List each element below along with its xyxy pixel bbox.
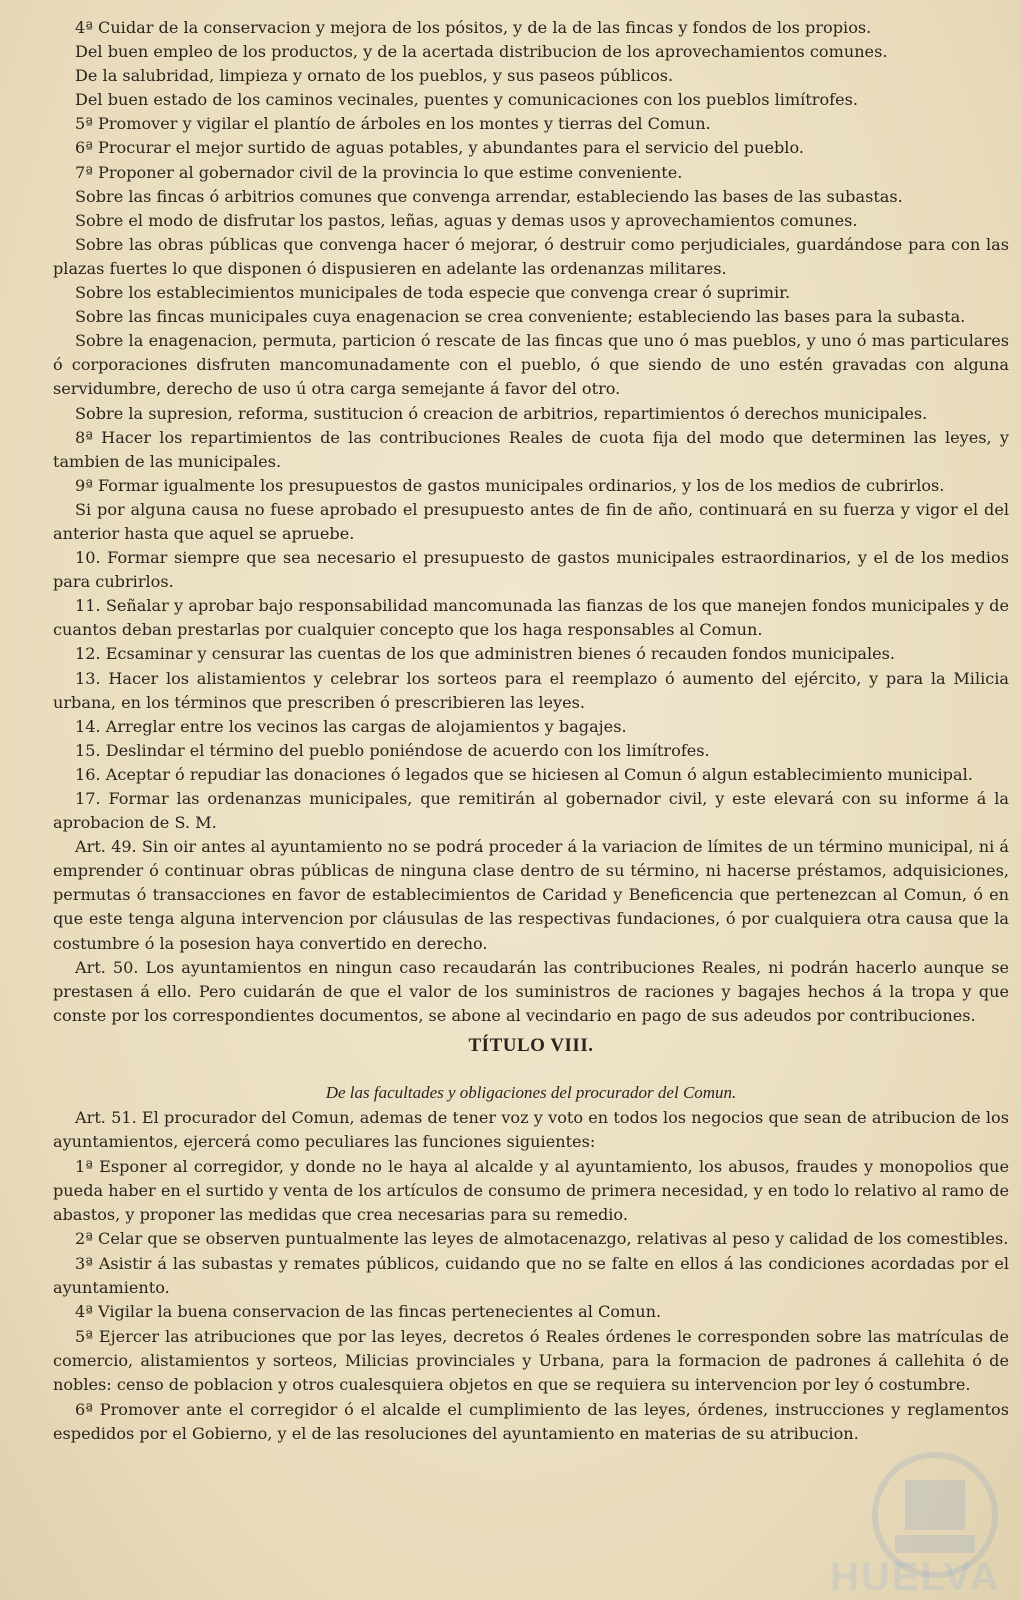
paragraph: 17. Formar las ordenanzas municipales, que remitirán al gobernador civil, y este elevará con su informe á la aprobacion de S. M. xyxy=(53,789,1009,833)
paragraph: 13. Hacer los alistamientos y celebrar los sorteos para el reemplazo ó aumento del ejército, y para la Milicia urbana, en los términos que prescriben ó prescribieren las leyes. xyxy=(53,668,1009,712)
paragraph: De la salubridad, limpieza y ornato de los pueblos, y sus paseos públicos. xyxy=(75,66,674,86)
paragraph: 5ª Ejercer las atribuciones que por las leyes, decretos ó Reales órdenes le corresponden sobre las matrículas de comercio, alistamientos y sorteos, Milicias provinciales y Urbana, para la formacion de padrones á callehita ó de nobles: censo de poblacion y otros cualesquiera objetos en que se requiera su intervencion por ley ó costumbre. xyxy=(53,1326,1009,1395)
paragraph: 8ª Hacer los repartimientos de las contribuciones Reales de cuota fija del modo que determinen las leyes, y tambien de las municipales. xyxy=(53,427,1009,471)
paragraph: 14. Arreglar entre los vecinos las cargas de alojamientos y bagajes. xyxy=(75,716,627,736)
paragraph: Sobre la supresion, reforma, sustitucion ó creacion de arbitrios, repartimientos ó derechos municipales. xyxy=(75,403,928,423)
paragraph: 9ª Formar igualmente los presupuestos de gastos municipales ordinarios, y los de los medios de cubrirlos. xyxy=(75,475,945,495)
paragraph: 5ª Promover y vigilar el plantío de árboles en los montes y tierras del Comun. xyxy=(75,114,711,134)
section-subtitle: De las facultades y obligaciones del procurador del Comun. xyxy=(325,1082,737,1102)
watermark-text: HUELVA xyxy=(830,1555,1001,1599)
paragraph: Art. 51. El procurador del Comun, ademas de tener voz y voto en todos los negocios que sean de atribucion de los ayuntamientos, ejercerá como peculiares las funciones siguientes: xyxy=(53,1107,1009,1152)
paragraph: Sobre las obras públicas que convenga hacer ó mejorar, ó destruir como perjudiciales, guardándose para con las plazas fuertes lo que disponen ó dispusieren en adelante las ordenanzas militares. xyxy=(53,234,1009,278)
paragraph: Sobre las fincas ó arbitrios comunes que convenga arrendar, estableciendo las bases de las subastas. xyxy=(75,186,903,206)
paragraph: Sobre los establecimientos municipales de toda especie que convenga crear ó suprimir. xyxy=(75,283,791,303)
body-text-top xyxy=(53,16,1009,1028)
paragraph: 12. Ecsaminar y censurar las cuentas de los que administren bienes ó recauden fondos municipales. xyxy=(75,644,896,664)
paragraph: 16. Aceptar ó repudiar las donaciones ó legados que se hiciesen al Comun ó algun establecimiento municipal. xyxy=(75,764,973,784)
paragraph: 15. Deslindar el término del pueblo poniéndose de acuerdo con los limítrofes. xyxy=(75,740,710,760)
paragraph: 4ª Vigilar la buena conservacion de las fincas pertenecientes al Comun. xyxy=(75,1302,662,1322)
paragraph: Del buen empleo de los productos, y de la acertada distribucion de los aprovechamientos comunes. xyxy=(75,42,888,62)
paragraph: 3ª Asistir á las subastas y remates públicos, cuidando que no se falte en ellos á las condiciones acordadas por el ayuntamiento. xyxy=(53,1253,1009,1298)
paragraph: 2ª Celar que se observen puntualmente las leyes de almotacenazgo, relativas al peso y calidad de los comestibles. xyxy=(75,1229,1009,1249)
paragraph: Del buen estado de los caminos vecinales, puentes y comunicaciones con los pueblos limítrofes. xyxy=(75,90,859,110)
paragraph: Sobre las fincas municipales cuya enagenacion se crea conveniente; estableciendo las bases para la subasta. xyxy=(75,307,966,327)
paragraph: Art. 49. Sin oir antes al ayuntamiento no se podrá proceder á la variacion de límites de un término municipal, ni á emprender ó continuar obras públicas de ninguna clase dentro de su término, ni hacerse préstamos, adquisiciones, permutas ó transacciones en favor de establecimientos de Caridad y Beneficencia que pertenezcan al Comun, ó en que este tenga alguna intervencion por cláusulas de las respectivas fundaciones, ó por cualquiera otra causa que la costumbre ó la posesion haya convertido en derecho. xyxy=(53,837,1009,953)
paragraph: Sobre la enagenacion, permuta, particion ó rescate de las fincas que uno ó mas pueblos, y uno ó mas particulares ó corporaciones disfruten mancomunadamente con el pueblo, ó que siendo de uno estén gravadas con alguna servidumbre, derecho de uso ú otra carga semejante á favor del otro. xyxy=(53,331,1009,399)
paragraph: Art. 50. Los ayuntamientos en ningun caso recaudarán las contribuciones Reales, ni podrán hacerlo aunque se prestasen á ello. Pero cuidarán de que el valor de los suministros de raciones y bagajes hechos á la tropa y que conste por los correspondientes documentos, se abone al vecindario en pago de sus adeudos por contribuciones. xyxy=(53,957,1009,1025)
body-text-bottom xyxy=(53,1106,1009,1446)
paragraph: 10. Formar siempre que sea necesario el presupuesto de gastos municipales estraordinarios, y el de los medios para cubrirlos. xyxy=(53,548,1009,592)
paragraph: 1ª Esponer al corregidor, y donde no le haya al alcalde y al ayuntamiento, los abusos, fraudes y monopolios que pueda haber en el surtido y venta de los artículos de consumo de primera necesidad, y en todo lo relativo al ramo de abastos, y proponer las medidas que crea necesarias para su remedio. xyxy=(53,1156,1009,1225)
paragraph: Sobre el modo de disfrutar los pastos, leñas, aguas y demas usos y aprovechamientos comunes. xyxy=(75,210,858,230)
section-title: TÍTULO VIII. xyxy=(468,1034,594,1056)
paragraph: 6ª Promover ante el corregidor ó el alcalde el cumplimiento de las leyes, órdenes, instrucciones y reglamentos espedidos por el Gobierno, y el de las resoluciones del ayuntamiento en materias de su atribucion. xyxy=(53,1399,1009,1443)
paragraph: 4ª Cuidar de la conservacion y mejora de los pósitos, y de la de las fincas y fondos de los propios. xyxy=(75,18,872,37)
paragraph: 11. Señalar y aprobar bajo responsabilidad mancomunada las fianzas de los que manejen fondos municipales y de cuantos deban prestarlas por cualquier concepto que los haga responsables al Comun. xyxy=(53,596,1009,640)
paragraph: 6ª Procurar el mejor surtido de aguas potables, y abundantes para el servicio del pueblo. xyxy=(75,138,804,158)
paragraph: 7ª Proponer al gobernador civil de la provincia lo que estime conveniente. xyxy=(75,162,683,182)
paragraph: Si por alguna causa no fuese aprobado el presupuesto antes de fin de año, continuará en su fuerza y vigor el del anterior hasta que aquel se apruebe. xyxy=(53,499,1009,543)
